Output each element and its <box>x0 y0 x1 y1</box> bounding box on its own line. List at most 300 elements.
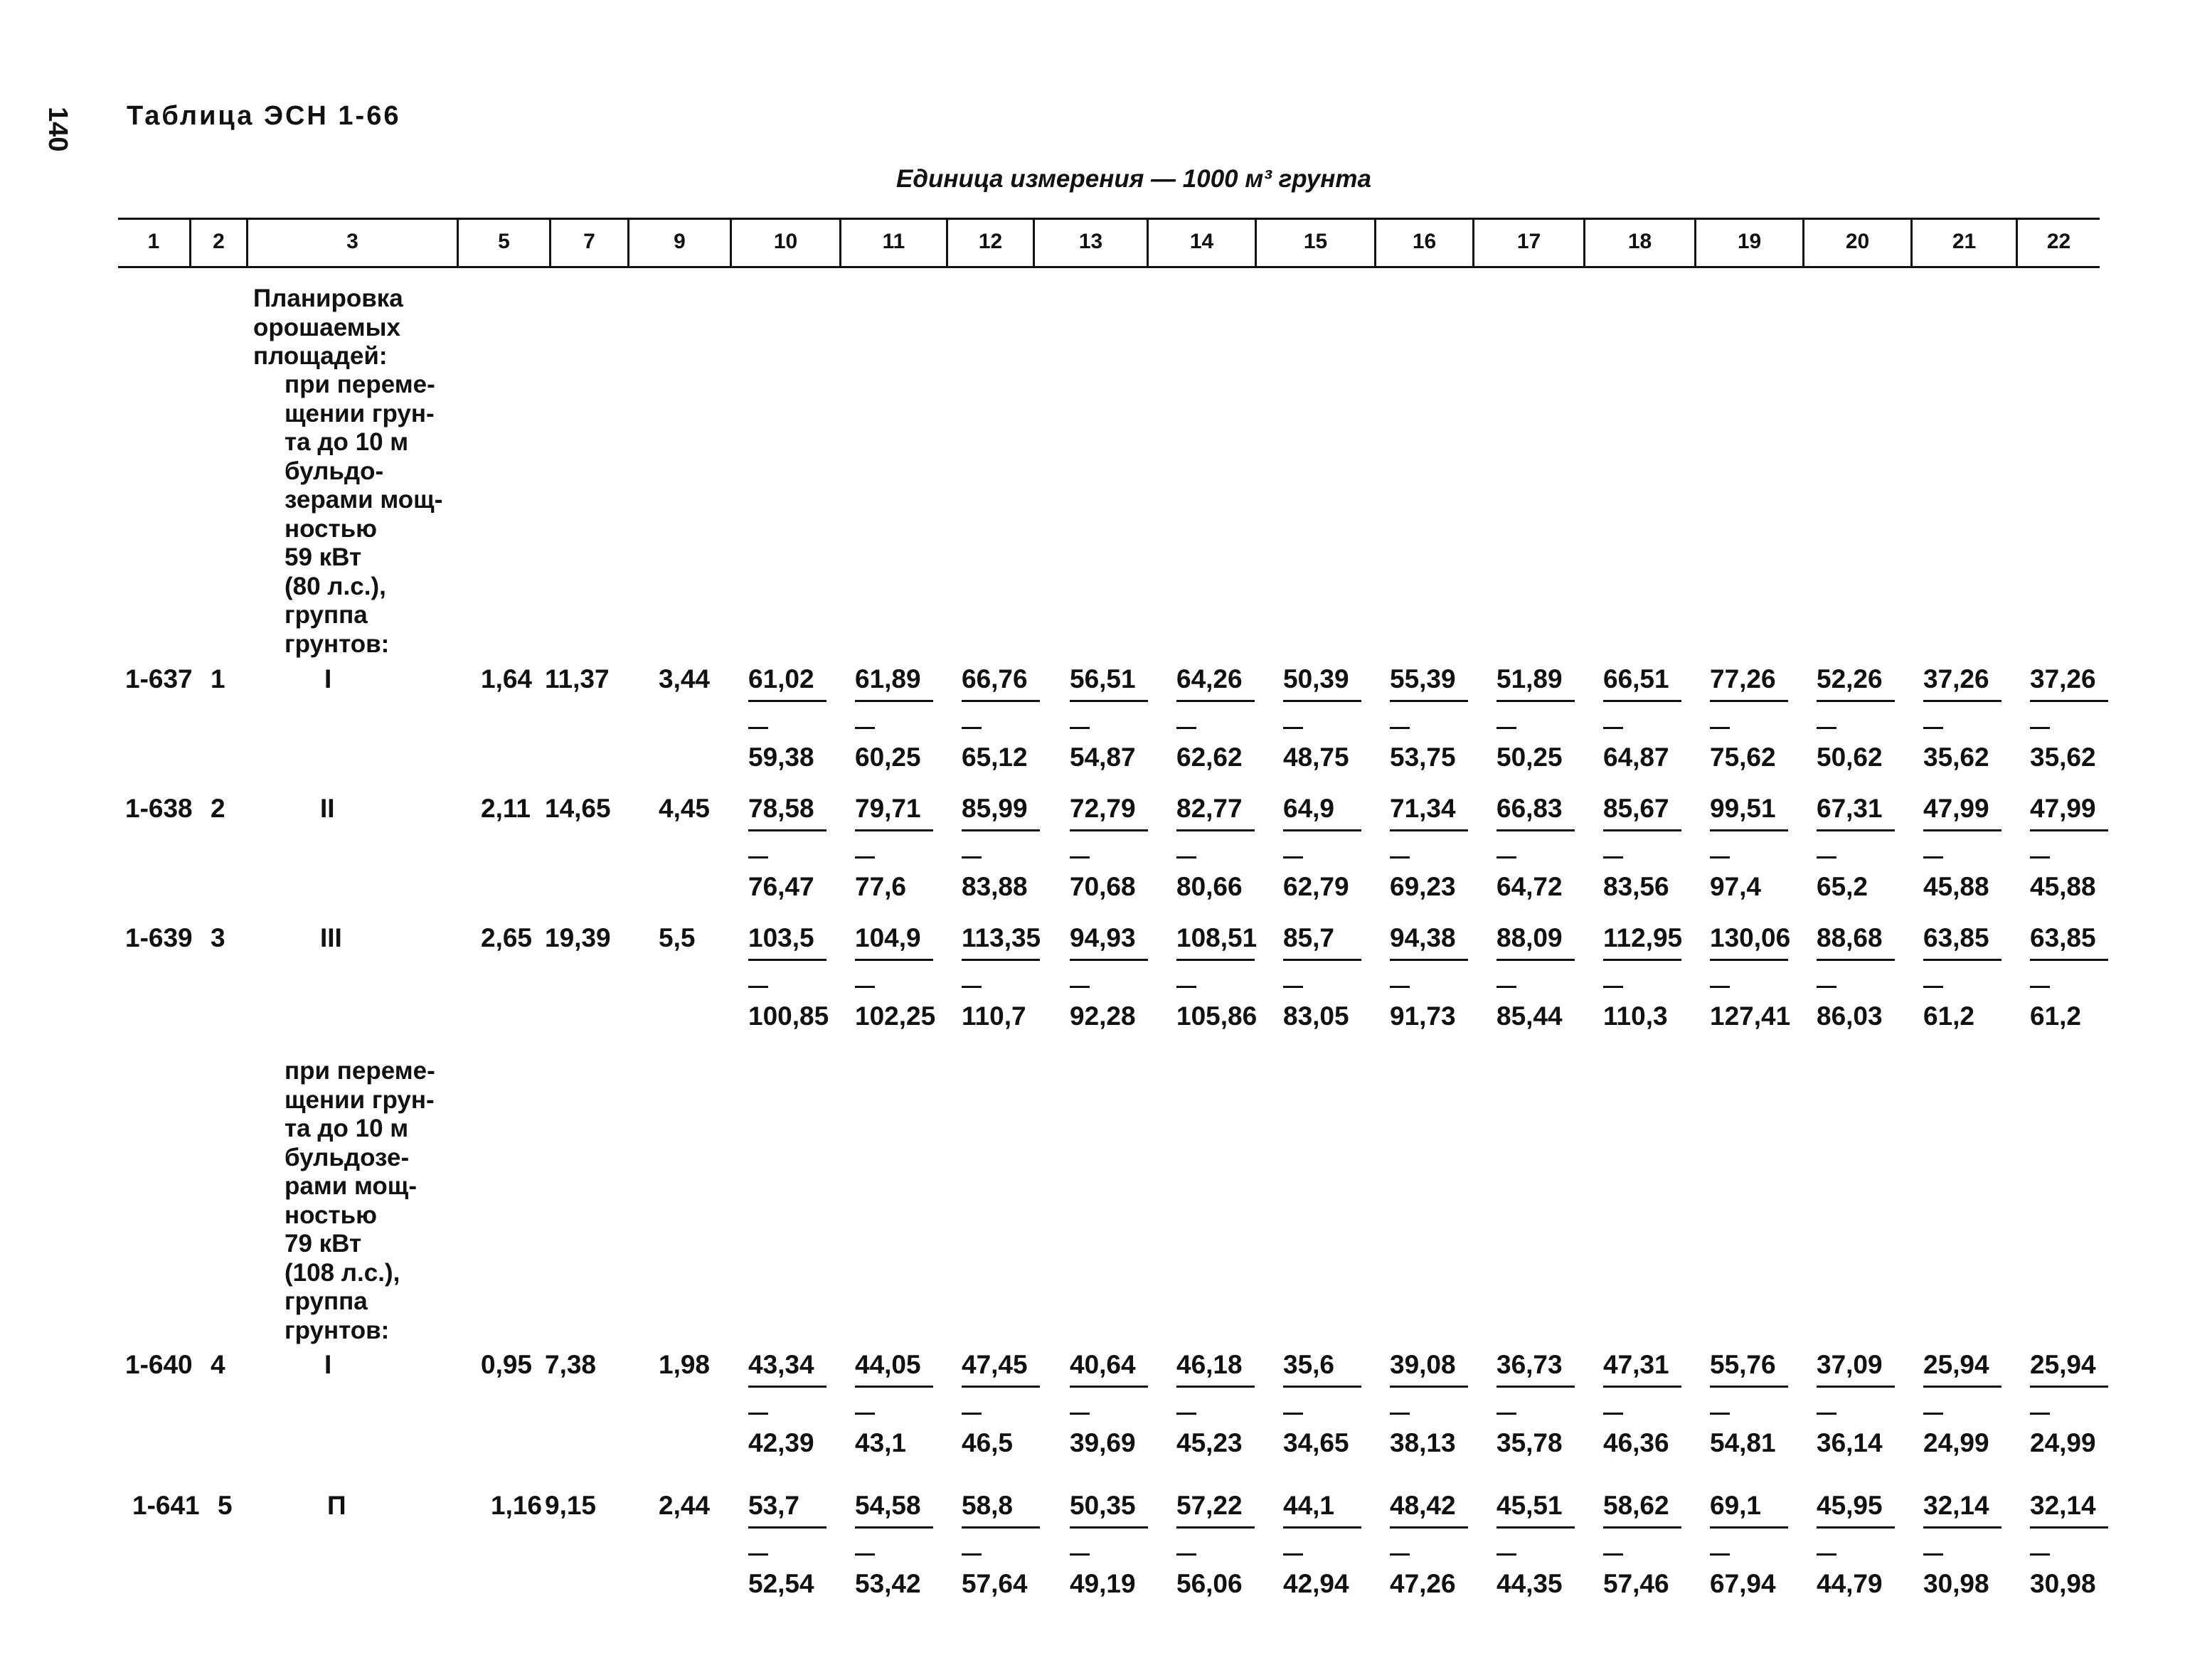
fraction-rule <box>1390 1526 1468 1529</box>
fraction-rule <box>1070 1386 1148 1388</box>
fraction-rule <box>1070 959 1148 961</box>
numerator-value: 88,68 <box>1817 923 1883 952</box>
soil-group: I <box>324 1350 332 1379</box>
numerator-value: 108,51 <box>1176 923 1258 952</box>
fraction-rule <box>962 700 1040 702</box>
fraction-rule <box>1283 1526 1361 1529</box>
numerator-value: 25,94 <box>2030 1350 2096 1379</box>
denominator-value: 97,4 <box>1710 872 1762 901</box>
fraction-rule <box>2030 829 2108 831</box>
denominator-value: 61,2 <box>1923 1001 1975 1031</box>
numerator-value: 99,51 <box>1710 794 1776 823</box>
numerator-value: 79,71 <box>855 794 921 823</box>
denominator-value: 36,14 <box>1817 1428 1883 1457</box>
fraction-rule <box>1710 829 1788 831</box>
header-cell: 13 <box>1033 218 1147 266</box>
fraction-dash <box>1283 1413 1303 1415</box>
header-cell: 19 <box>1694 218 1802 266</box>
denominator-value: 69,23 <box>1390 872 1456 901</box>
fraction-rule <box>855 1386 933 1388</box>
row-code: 1-638 <box>125 794 193 823</box>
numerator-value: 47,99 <box>1923 794 1989 823</box>
header-cell: 5 <box>457 218 549 266</box>
header-cell: 1 <box>147 230 160 253</box>
fraction-rule <box>2030 700 2108 702</box>
numerator-value: 58,62 <box>1603 1491 1669 1520</box>
numerator-value: 37,09 <box>1817 1350 1883 1379</box>
denominator-value: 70,68 <box>1070 872 1136 901</box>
numerator-value: 40,64 <box>1070 1350 1136 1379</box>
numerator-value: 32,14 <box>2030 1491 2096 1520</box>
fraction-dash <box>1283 1553 1303 1556</box>
header-cell: 2 <box>189 218 246 266</box>
numerator-value: 63,85 <box>2030 923 2096 952</box>
fraction-rule <box>1283 959 1361 961</box>
row-code: 1-641 <box>132 1491 200 1520</box>
numerator-value: 66,83 <box>1496 794 1563 823</box>
fraction-dash <box>1817 727 1836 729</box>
numerator-value: 50,39 <box>1283 664 1349 693</box>
numerator-value: 32,14 <box>1923 1491 1989 1520</box>
row-code: 1-639 <box>125 923 193 952</box>
fraction-dash <box>855 986 875 988</box>
col-9-value: 3,44 <box>659 664 711 693</box>
col-9-value: 4,45 <box>659 794 711 823</box>
denominator-value: 57,64 <box>962 1569 1028 1598</box>
fraction-rule <box>1817 700 1895 702</box>
numerator-value: 55,76 <box>1710 1350 1776 1379</box>
fraction-dash <box>1283 986 1303 988</box>
fraction-rule <box>748 829 826 831</box>
fraction-dash <box>1283 727 1303 729</box>
fraction-dash <box>1390 1413 1410 1415</box>
fraction-dash <box>1923 856 1943 858</box>
denominator-value: 24,99 <box>2030 1428 2096 1457</box>
denominator-value: 46,5 <box>962 1428 1014 1457</box>
fraction-dash <box>1176 1553 1196 1556</box>
fraction-rule <box>748 700 826 702</box>
numerator-value: 47,99 <box>2030 794 2096 823</box>
fraction-dash <box>1710 727 1730 729</box>
denominator-value: 42,39 <box>748 1428 814 1457</box>
fraction-dash <box>1710 986 1730 988</box>
numerator-value: 55,39 <box>1390 664 1456 693</box>
row-code: 1-637 <box>125 664 193 693</box>
fraction-dash <box>1603 986 1623 988</box>
denominator-value: 52,54 <box>748 1569 814 1598</box>
fraction-dash <box>1390 986 1410 988</box>
section-subtitle: при переме- щении грун- та до 10 м бульдозе- рами мощ- ностью 79 кВт (108 л.с.), группа грунтов: <box>285 1057 435 1344</box>
numerator-value: 56,51 <box>1070 664 1136 693</box>
fraction-dash <box>748 1553 768 1556</box>
header-cell: 12 <box>946 218 1033 266</box>
fraction-dash <box>2030 1413 2050 1415</box>
fraction-rule <box>855 959 933 961</box>
units-caption: Единица измерения — 1000 м³ грунта <box>896 165 1371 193</box>
denominator-value: 45,88 <box>2030 872 2096 901</box>
section-subtitle: при переме- щении грун- та до 10 м бульдо- зерами мощ- ностью 59 кВт (80 л.с.), группа грунтов: <box>285 371 443 658</box>
denominator-value: 50,25 <box>1496 743 1563 772</box>
denominator-value: 35,62 <box>2030 743 2096 772</box>
denominator-value: 35,78 <box>1496 1428 1563 1457</box>
fraction-rule <box>1390 1386 1468 1388</box>
numerator-value: 54,58 <box>855 1491 921 1520</box>
fraction-rule <box>1817 1386 1895 1388</box>
fraction-rule <box>1496 1386 1575 1388</box>
fraction-dash <box>1817 1413 1836 1415</box>
denominator-value: 39,69 <box>1070 1428 1136 1457</box>
fraction-dash <box>748 856 768 858</box>
fraction-rule <box>1817 1526 1895 1529</box>
numerator-value: 48,42 <box>1390 1491 1456 1520</box>
denominator-value: 83,56 <box>1603 872 1669 901</box>
header-cell: 14 <box>1147 218 1255 266</box>
denominator-value: 53,75 <box>1390 743 1456 772</box>
denominator-value: 77,6 <box>855 872 907 901</box>
fraction-dash <box>962 1413 982 1415</box>
numerator-value: 67,31 <box>1817 794 1883 823</box>
fraction-rule <box>855 1526 933 1529</box>
denominator-value: 44,79 <box>1817 1569 1883 1598</box>
numerator-value: 37,26 <box>1923 664 1989 693</box>
numerator-value: 45,95 <box>1817 1491 1883 1520</box>
fraction-dash <box>962 727 982 729</box>
numerator-value: 88,09 <box>1496 923 1563 952</box>
denominator-value: 100,85 <box>748 1001 829 1031</box>
fraction-dash <box>1496 1413 1516 1415</box>
fraction-rule <box>748 1526 826 1529</box>
fraction-rule <box>1070 1526 1148 1529</box>
fraction-dash <box>1176 856 1196 858</box>
fraction-dash <box>962 856 982 858</box>
fraction-dash <box>1603 1413 1623 1415</box>
fraction-rule <box>962 829 1040 831</box>
header-cell: 18 <box>1583 218 1694 266</box>
soil-group: III <box>320 923 342 952</box>
numerator-value: 47,31 <box>1603 1350 1669 1379</box>
denominator-value: 45,23 <box>1176 1428 1243 1457</box>
numerator-value: 85,67 <box>1603 794 1669 823</box>
fraction-rule <box>1923 1386 2001 1388</box>
fraction-dash <box>1817 986 1836 988</box>
fraction-rule <box>1710 1386 1788 1388</box>
col-5-value: 1,64 <box>481 664 533 693</box>
fraction-rule <box>1603 829 1681 831</box>
denominator-value: 83,05 <box>1283 1001 1349 1031</box>
header-bottom-rule <box>118 266 2100 268</box>
header-cell: 9 <box>627 218 730 266</box>
denominator-value: 65,12 <box>962 743 1028 772</box>
denominator-value: 30,98 <box>1923 1569 1989 1598</box>
col-7-value: 11,37 <box>545 664 610 693</box>
table-header <box>118 218 2100 266</box>
fraction-dash <box>1070 1553 1090 1556</box>
fraction-dash <box>855 1553 875 1556</box>
numerator-value: 103,5 <box>748 923 814 952</box>
row-number: 3 <box>211 923 225 952</box>
fraction-dash <box>2030 1553 2050 1556</box>
fraction-rule <box>962 1526 1040 1529</box>
fraction-rule <box>1496 829 1575 831</box>
col-7-value: 19,39 <box>545 923 611 952</box>
fraction-dash <box>748 727 768 729</box>
soil-group: П <box>327 1491 346 1520</box>
fraction-dash <box>2030 856 2050 858</box>
denominator-value: 59,38 <box>748 743 814 772</box>
denominator-value: 54,81 <box>1710 1428 1776 1457</box>
fraction-dash <box>1817 856 1836 858</box>
denominator-value: 54,87 <box>1070 743 1136 772</box>
numerator-value: 61,89 <box>855 664 921 693</box>
fraction-rule <box>2030 1386 2108 1388</box>
fraction-dash <box>1070 856 1090 858</box>
fraction-rule <box>1923 1526 2001 1529</box>
numerator-value: 50,35 <box>1070 1491 1136 1520</box>
fraction-rule <box>1710 700 1788 702</box>
numerator-value: 52,26 <box>1817 664 1883 693</box>
numerator-value: 77,26 <box>1710 664 1776 693</box>
section-title: Планировка орошаемых площадей: <box>253 285 403 370</box>
fraction-dash <box>1390 856 1410 858</box>
fraction-rule <box>1603 1386 1681 1388</box>
fraction-rule <box>1283 700 1361 702</box>
denominator-value: 75,62 <box>1710 743 1776 772</box>
denominator-value: 34,65 <box>1283 1428 1349 1457</box>
denominator-value: 62,62 <box>1176 743 1243 772</box>
numerator-value: 85,7 <box>1283 923 1335 952</box>
fraction-dash <box>1496 986 1516 988</box>
soil-group: II <box>320 794 335 823</box>
denominator-value: 60,25 <box>855 743 921 772</box>
fraction-dash <box>1070 1413 1090 1415</box>
fraction-dash <box>2030 986 2050 988</box>
numerator-value: 47,45 <box>962 1350 1028 1379</box>
fraction-dash <box>1710 1553 1730 1556</box>
numerator-value: 85,99 <box>962 794 1028 823</box>
denominator-value: 83,88 <box>962 872 1028 901</box>
denominator-value: 24,99 <box>1923 1428 1989 1457</box>
numerator-value: 78,58 <box>748 794 814 823</box>
numerator-value: 46,18 <box>1176 1350 1243 1379</box>
numerator-value: 71,34 <box>1390 794 1456 823</box>
fraction-dash <box>962 986 982 988</box>
denominator-value: 44,35 <box>1496 1569 1563 1598</box>
header-cell: 22 <box>2016 218 2100 266</box>
denominator-value: 47,26 <box>1390 1569 1456 1598</box>
fraction-rule <box>1710 959 1788 961</box>
fraction-dash <box>2030 727 2050 729</box>
fraction-dash <box>1176 727 1196 729</box>
fraction-rule <box>1390 700 1468 702</box>
col-7-value: 9,15 <box>545 1491 597 1520</box>
col-9-value: 1,98 <box>659 1350 711 1379</box>
fraction-dash <box>1923 986 1943 988</box>
header-cell: 20 <box>1802 218 1910 266</box>
col-5-value: 2,65 <box>481 923 533 952</box>
denominator-value: 64,72 <box>1496 872 1563 901</box>
denominator-value: 35,62 <box>1923 743 1989 772</box>
fraction-dash <box>1390 1553 1410 1556</box>
denominator-value: 57,46 <box>1603 1569 1669 1598</box>
numerator-value: 104,9 <box>855 923 921 952</box>
numerator-value: 37,26 <box>2030 664 2096 693</box>
col-7-value: 14,65 <box>545 794 611 823</box>
denominator-value: 48,75 <box>1283 743 1349 772</box>
numerator-value: 64,9 <box>1283 794 1335 823</box>
numerator-value: 82,77 <box>1176 794 1243 823</box>
denominator-value: 43,1 <box>855 1428 907 1457</box>
denominator-value: 61,2 <box>2030 1001 2082 1031</box>
numerator-value: 63,85 <box>1923 923 1989 952</box>
denominator-value: 85,44 <box>1496 1001 1563 1031</box>
col-7-value: 7,38 <box>545 1350 597 1379</box>
fraction-dash <box>855 1413 875 1415</box>
header-cell: 17 <box>1472 218 1583 266</box>
col-9-value: 2,44 <box>659 1491 711 1520</box>
fraction-dash <box>1710 856 1730 858</box>
denominator-value: 110,3 <box>1603 1001 1668 1031</box>
header-cell: 3 <box>246 218 457 266</box>
col-9-value: 5,5 <box>659 923 696 952</box>
fraction-rule <box>1817 959 1895 961</box>
fraction-rule <box>1176 1386 1255 1388</box>
header-cell: 16 <box>1374 218 1472 266</box>
table-title: Таблица ЭСН 1-66 <box>127 101 401 131</box>
denominator-value: 64,87 <box>1603 743 1669 772</box>
col-5-value: 2,11 <box>481 794 531 823</box>
fraction-rule <box>1923 829 2001 831</box>
row-number: 5 <box>218 1491 233 1520</box>
fraction-rule <box>1176 829 1255 831</box>
denominator-value: 56,06 <box>1176 1569 1243 1598</box>
numerator-value: 44,05 <box>855 1350 921 1379</box>
fraction-rule <box>748 1386 826 1388</box>
numerator-value: 36,73 <box>1496 1350 1563 1379</box>
fraction-dash <box>1283 856 1303 858</box>
fraction-dash <box>1817 1553 1836 1556</box>
denominator-value: 76,47 <box>748 872 814 901</box>
fraction-dash <box>1603 727 1623 729</box>
numerator-value: 66,76 <box>962 664 1028 693</box>
denominator-value: 45,88 <box>1923 872 1989 901</box>
fraction-rule <box>855 829 933 831</box>
denominator-value: 42,94 <box>1283 1569 1349 1598</box>
numerator-value: 45,51 <box>1496 1491 1563 1520</box>
header-cell: 11 <box>839 218 946 266</box>
denominator-value: 91,73 <box>1390 1001 1456 1031</box>
denominator-value: 80,66 <box>1176 872 1243 901</box>
denominator-value: 46,36 <box>1603 1428 1669 1457</box>
fraction-rule <box>1603 959 1681 961</box>
fraction-dash <box>855 727 875 729</box>
numerator-value: 94,38 <box>1390 923 1456 952</box>
numerator-value: 57,22 <box>1176 1491 1243 1520</box>
header-cell: 21 <box>1910 218 2016 266</box>
denominator-value: 105,86 <box>1176 1001 1258 1031</box>
numerator-value: 51,89 <box>1496 664 1563 693</box>
page-number: 140 <box>43 107 73 152</box>
numerator-value: 43,34 <box>748 1350 814 1379</box>
fraction-dash <box>1390 727 1410 729</box>
numerator-value: 112,95 <box>1603 923 1683 952</box>
fraction-dash <box>1923 727 1943 729</box>
fraction-dash <box>1496 727 1516 729</box>
denominator-value: 102,25 <box>855 1001 936 1031</box>
fraction-rule <box>1390 829 1468 831</box>
fraction-rule <box>1283 829 1361 831</box>
denominator-value: 127,41 <box>1710 1001 1791 1031</box>
denominator-value: 92,28 <box>1070 1001 1136 1031</box>
numerator-value: 69,1 <box>1710 1491 1762 1520</box>
fraction-dash <box>1710 1413 1730 1415</box>
fraction-rule <box>1176 1526 1255 1529</box>
denominator-value: 110,7 <box>962 1001 1026 1031</box>
fraction-rule <box>1923 700 2001 702</box>
fraction-dash <box>1603 856 1623 858</box>
numerator-value: 64,26 <box>1176 664 1243 693</box>
col-5-value: 0,95 <box>481 1350 533 1379</box>
fraction-dash <box>1923 1413 1943 1415</box>
numerator-value: 25,94 <box>1923 1350 1989 1379</box>
fraction-dash <box>1176 986 1196 988</box>
fraction-dash <box>1496 856 1516 858</box>
soil-group: I <box>324 664 332 693</box>
fraction-rule <box>1710 1526 1788 1529</box>
fraction-dash <box>1496 1553 1516 1556</box>
fraction-rule <box>1496 959 1575 961</box>
fraction-dash <box>1176 1413 1196 1415</box>
numerator-value: 44,1 <box>1283 1491 1335 1520</box>
fraction-dash <box>748 1413 768 1415</box>
fraction-dash <box>855 856 875 858</box>
numerator-value: 113,35 <box>962 923 1041 952</box>
fraction-rule <box>1817 829 1895 831</box>
header-cell: 7 <box>549 218 627 266</box>
fraction-rule <box>2030 1526 2108 1529</box>
denominator-value: 38,13 <box>1390 1428 1456 1457</box>
fraction-rule <box>2030 959 2108 961</box>
fraction-dash <box>748 986 768 988</box>
row-number: 4 <box>211 1350 225 1379</box>
denominator-value: 65,2 <box>1817 872 1868 901</box>
fraction-dash <box>1603 1553 1623 1556</box>
fraction-rule <box>962 959 1040 961</box>
numerator-value: 61,02 <box>748 664 814 693</box>
numerator-value: 35,6 <box>1283 1350 1335 1379</box>
numerator-value: 53,7 <box>748 1491 800 1520</box>
numerator-value: 94,93 <box>1070 923 1136 952</box>
denominator-value: 53,42 <box>855 1569 921 1598</box>
fraction-rule <box>1283 1386 1361 1388</box>
fraction-dash <box>962 1553 982 1556</box>
header-cell: 15 <box>1255 218 1374 266</box>
fraction-rule <box>962 1386 1040 1388</box>
fraction-rule <box>1176 700 1255 702</box>
fraction-rule <box>1070 829 1148 831</box>
denominator-value: 62,79 <box>1283 872 1349 901</box>
fraction-rule <box>748 959 826 961</box>
fraction-rule <box>1496 700 1575 702</box>
denominator-value: 67,94 <box>1710 1569 1776 1598</box>
numerator-value: 58,8 <box>962 1491 1014 1520</box>
fraction-rule <box>855 700 933 702</box>
denominator-value: 86,03 <box>1817 1001 1883 1031</box>
numerator-value: 130,06 <box>1710 923 1791 952</box>
numerator-value: 72,79 <box>1070 794 1136 823</box>
fraction-rule <box>1496 1526 1575 1529</box>
denominator-value: 30,98 <box>2030 1569 2096 1598</box>
row-number: 1 <box>211 664 225 693</box>
